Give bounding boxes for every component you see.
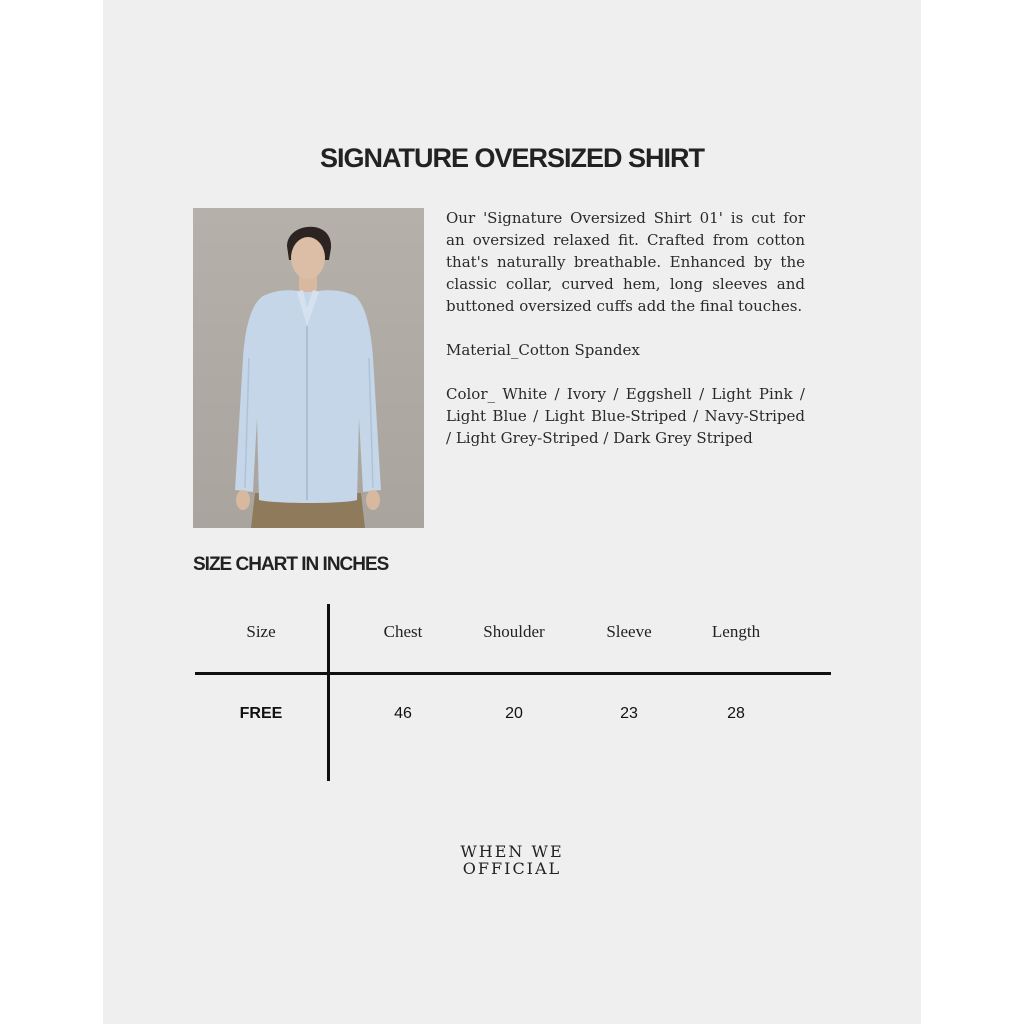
brand-logo [103,843,921,877]
material-text: Material_Cotton Spandex [446,341,640,359]
logo-line-2: OFFICIAL [462,859,562,878]
product-sheet [103,0,921,1024]
color-text: Color_ White / Ivory / Eggshell / Light Pink / Light Blue / Light Blue-Striped / Navy-Striped / Light Grey-Striped / Dark Grey Striped [446,385,805,447]
table-horizontal-divider [195,672,831,675]
cell-length: 28 [727,705,745,722]
header-size: Size [246,622,276,641]
model-illustration [193,208,424,528]
header-chest: Chest [383,622,423,641]
table-vertical-divider [327,604,330,781]
logo-line-1: WHEN WE [460,842,564,861]
product-description [446,207,805,471]
size-chart-title: SIZE CHART IN INCHES [193,554,389,575]
header-sleeve: Sleeve [606,622,652,641]
cell-chest: 46 [394,705,412,722]
description-text: Our 'Signature Oversized Shirt 01' is cut for an oversized relaxed fit. Crafted from cotton that's naturally breathable. Enhanced by the classic collar, curved hem, long sleeves and buttoned oversized cuffs add the final touches. [446,209,805,315]
header-length: Length [711,622,761,641]
cell-size: FREE [239,705,283,722]
cell-shoulder: 20 [505,705,523,722]
cell-sleeve: 23 [620,705,638,722]
page-title: SIGNATURE OVERSIZED SHIRT [319,143,705,173]
header-shoulder: Shoulder [483,622,545,641]
product-photo [193,208,424,528]
